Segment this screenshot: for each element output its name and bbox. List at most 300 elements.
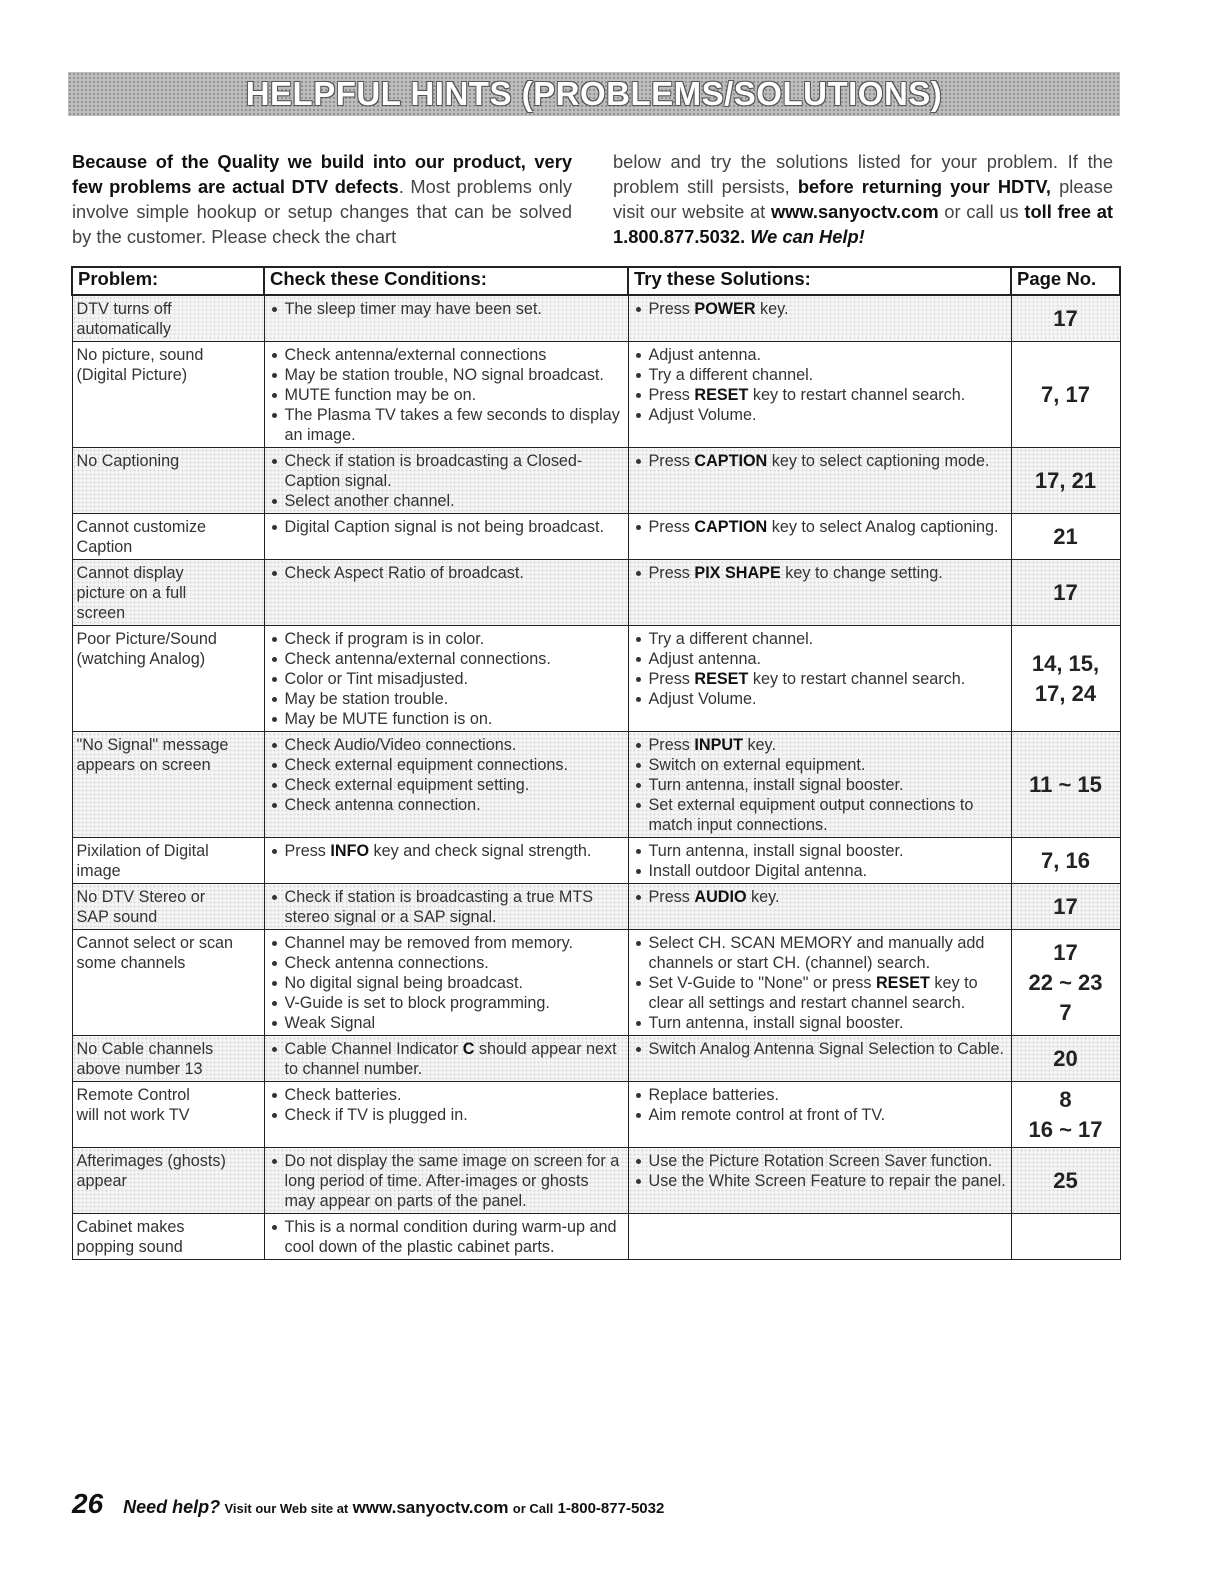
table-row	[72, 295, 1120, 342]
solution-item-text: Aim remote control at front of TV.	[648, 1106, 886, 1124]
solution-item-list	[633, 563, 1007, 583]
condition-item	[269, 563, 624, 583]
solutions-cell	[628, 1036, 1011, 1082]
condition-item-text: The sleep timer may have been set.	[284, 300, 542, 318]
condition-item-list	[269, 629, 624, 729]
solution-item	[633, 1105, 1007, 1125]
condition-item-text: Color or Tint misadjusted.	[284, 670, 469, 688]
problem-cell	[72, 626, 264, 732]
conditions-cell	[264, 560, 628, 626]
solution-item	[633, 1039, 1007, 1059]
conditions-cell	[264, 732, 628, 838]
condition-item	[269, 709, 624, 729]
condition-item-text: MUTE function may be on.	[284, 386, 477, 404]
solution-item	[633, 689, 1007, 709]
condition-item	[269, 405, 624, 445]
solution-item	[633, 775, 1007, 795]
solution-item-text: Press	[648, 670, 695, 688]
intro-text-segment: below and try the solutions listed for your problem. If the problem still persists,	[613, 151, 1113, 197]
condition-item-text: key and check signal strength.	[369, 842, 592, 860]
solution-item	[633, 669, 1007, 689]
condition-item-list	[269, 517, 624, 537]
problem-cell	[72, 732, 264, 838]
table-row	[72, 448, 1120, 514]
solution-item	[633, 563, 1007, 583]
solution-item	[633, 973, 1007, 1013]
condition-item-text: May be station trouble, NO signal broadcast.	[284, 366, 604, 384]
table-row	[72, 732, 1120, 838]
solution-item-text: Set external equipment output connections to match input connections.	[648, 796, 974, 834]
solutions-cell	[628, 1214, 1011, 1260]
page-no-cell	[1011, 838, 1120, 884]
condition-item-text: Select another channel.	[284, 492, 455, 510]
condition-item-text: Channel may be removed from memory.	[284, 934, 573, 952]
problem-text: DTV turns off	[76, 300, 172, 318]
solutions-cell	[628, 838, 1011, 884]
page-reference: 17, 24	[1034, 681, 1097, 706]
or-call-text: or Call	[512, 1501, 554, 1516]
problem-text: No picture, sound	[76, 346, 204, 364]
solution-item-text: Press	[648, 736, 695, 754]
solution-item-text: key.	[755, 300, 789, 318]
condition-item-text: Check antenna connection.	[284, 796, 481, 814]
page-reference: 21	[1053, 524, 1078, 549]
problem-cell	[72, 1082, 264, 1148]
solution-item-text: POWER	[694, 300, 756, 318]
problem-text: No DTV Stereo or	[76, 888, 206, 906]
solution-item-list	[633, 735, 1007, 835]
condition-item-list	[269, 933, 624, 1033]
page-no-cell	[1011, 884, 1120, 930]
problem-text: will not work TV	[76, 1106, 190, 1124]
solutions-cell	[628, 626, 1011, 732]
solution-item-text: Press	[648, 452, 695, 470]
solution-item	[633, 649, 1007, 669]
solution-item	[633, 1013, 1007, 1033]
solution-item-text: key to restart channel search.	[748, 670, 966, 688]
condition-item	[269, 629, 624, 649]
conditions-cell	[264, 342, 628, 448]
website-link[interactable]: www.sanyoctv.com	[352, 1498, 509, 1517]
condition-item-text: Check antenna/external connections	[284, 346, 547, 364]
header-page-no: Page No.	[1011, 267, 1120, 295]
solution-item-text: Press	[648, 888, 695, 906]
solution-item-text: Switch Analog Antenna Signal Selection to Cable.	[648, 1040, 1004, 1058]
intro-text-segment: before returning your HDTV,	[797, 176, 1052, 197]
solution-item-text: key to select captioning mode.	[767, 452, 990, 470]
table-row	[72, 514, 1120, 560]
page-no-cell	[1011, 342, 1120, 448]
solution-item-list	[633, 841, 1007, 881]
solution-item	[633, 517, 1007, 537]
page-no-cell	[1011, 1148, 1120, 1214]
problem-text: (Digital Picture)	[76, 366, 188, 384]
solution-item-text: Install outdoor Digital antenna.	[648, 862, 868, 880]
condition-item	[269, 689, 624, 709]
solution-item-list	[633, 1039, 1007, 1059]
solution-item-list	[633, 629, 1007, 709]
condition-item	[269, 365, 624, 385]
page-no-cell	[1011, 732, 1120, 838]
problem-cell	[72, 295, 264, 342]
solution-item-text: Press	[648, 564, 695, 582]
page-no-cell	[1011, 295, 1120, 342]
conditions-cell	[264, 838, 628, 884]
header-conditions: Check these Conditions:	[264, 267, 628, 295]
condition-item	[269, 1013, 624, 1033]
page-reference: 7	[1059, 1000, 1072, 1025]
conditions-cell	[264, 930, 628, 1036]
condition-item	[269, 385, 624, 405]
condition-item-text: Press	[284, 842, 331, 860]
title-banner	[68, 72, 1120, 116]
problem-cell	[72, 1214, 264, 1260]
conditions-cell	[264, 448, 628, 514]
condition-item-text: Check Aspect Ratio of broadcast.	[284, 564, 524, 582]
solution-item	[633, 451, 1007, 471]
table-row	[72, 560, 1120, 626]
condition-item-text: The Plasma TV takes a few seconds to display an image.	[284, 406, 620, 444]
solution-item-text: Use the White Screen Feature to repair the panel.	[648, 1172, 1006, 1190]
page-reference: 11 ~ 15	[1029, 772, 1102, 797]
page-reference: 17	[1053, 940, 1078, 965]
page-no-cell	[1011, 514, 1120, 560]
solution-item-text: key.	[746, 888, 780, 906]
condition-item-text: Weak Signal	[284, 1014, 376, 1032]
condition-item-text: V-Guide is set to block programming.	[284, 994, 550, 1012]
problem-text: above number 13	[76, 1060, 203, 1078]
solution-item-text: Try a different channel.	[648, 630, 814, 648]
condition-item-list	[269, 1039, 624, 1079]
solution-item-text: Turn antenna, install signal booster.	[648, 842, 904, 860]
page-reference: 17	[1053, 580, 1078, 605]
solution-item-list	[633, 1151, 1007, 1191]
solution-item-list	[633, 1085, 1007, 1125]
intro-text-segment: We can Help!	[750, 226, 865, 247]
condition-item-list	[269, 299, 624, 319]
condition-item-list	[269, 1151, 624, 1211]
table-row	[72, 1214, 1120, 1260]
solution-item	[633, 1151, 1007, 1171]
solution-item-text: PIX SHAPE	[694, 564, 781, 582]
problem-text: popping sound	[76, 1238, 183, 1256]
solution-item-text: Select CH. SCAN MEMORY and manually add channels or start CH. (channel) search.	[648, 934, 985, 972]
conditions-cell	[264, 1214, 628, 1260]
solution-item-list	[633, 451, 1007, 471]
table-row	[72, 884, 1120, 930]
intro-text-segment: . Most problems only involve simple hookup or setup changes that can be solved by the customer. Please check the chart	[72, 176, 572, 247]
solution-item	[633, 933, 1007, 973]
solutions-cell	[628, 1082, 1011, 1148]
condition-item	[269, 1217, 624, 1257]
condition-item-list	[269, 735, 624, 815]
header-problem: Problem:	[72, 267, 264, 295]
table-row	[72, 1036, 1120, 1082]
solution-item-text: Adjust antenna.	[648, 346, 761, 364]
page-title: HELPFUL HINTS (PROBLEMS/SOLUTIONS)	[245, 75, 943, 112]
page-no-cell	[1011, 1214, 1120, 1260]
condition-item	[269, 669, 624, 689]
problem-text: No Cable channels	[76, 1040, 214, 1058]
problem-text: Cabinet makes	[76, 1218, 185, 1236]
problem-text: SAP sound	[76, 908, 158, 926]
problem-text: Poor Picture/Sound	[76, 630, 217, 648]
solution-item	[633, 629, 1007, 649]
solution-item	[633, 755, 1007, 775]
intro-text-segment: www.sanyoctv.com	[770, 201, 939, 222]
page-no-cell	[1011, 448, 1120, 514]
condition-item-text: Cable Channel Indicator	[284, 1040, 463, 1058]
condition-item-text: This is a normal condition during warm-up and cool down of the plastic cabinet parts.	[284, 1218, 617, 1256]
solution-item	[633, 405, 1007, 425]
solution-item	[633, 1171, 1007, 1191]
condition-item	[269, 1151, 624, 1211]
need-help-label: Need help?	[123, 1497, 221, 1517]
problem-cell	[72, 560, 264, 626]
condition-item-text: No digital signal being broadcast.	[284, 974, 523, 992]
solution-item-text: Turn antenna, install signal booster.	[648, 1014, 904, 1032]
condition-item-list	[269, 1217, 624, 1257]
condition-item-list	[269, 841, 624, 861]
solution-item-text: INPUT	[694, 736, 743, 754]
conditions-cell	[264, 295, 628, 342]
condition-item	[269, 841, 624, 861]
solution-item-list	[633, 887, 1007, 907]
condition-item	[269, 345, 624, 365]
intro-text-segment: Because of the Quality we build into our product, very few problems are actual DTV defects	[72, 151, 572, 197]
condition-item-list	[269, 563, 624, 583]
solution-item-text: RESET	[875, 974, 930, 992]
page-no-cell	[1011, 560, 1120, 626]
page-no-cell	[1011, 930, 1120, 1036]
page-number: 26	[72, 1488, 104, 1519]
solution-item-text: Adjust Volume.	[648, 406, 757, 424]
page-no-cell	[1011, 1082, 1120, 1148]
solution-item-text: key to change setting.	[780, 564, 943, 582]
problem-cell	[72, 884, 264, 930]
page-reference: 7, 17	[1041, 382, 1090, 407]
problem-text: some channels	[76, 954, 186, 972]
header-solutions: Try these Solutions:	[628, 267, 1011, 295]
problem-text: Afterimages (ghosts)	[76, 1152, 226, 1170]
problem-text: (watching Analog)	[76, 650, 206, 668]
solutions-cell	[628, 342, 1011, 448]
condition-item	[269, 933, 624, 953]
solution-item-text: key to select Analog captioning.	[767, 518, 999, 536]
footer	[72, 1488, 664, 1520]
solution-item-text: key to clear all settings and restart channel search.	[648, 974, 978, 1012]
conditions-cell	[264, 514, 628, 560]
problem-text: screen	[76, 604, 126, 622]
table-row	[72, 626, 1120, 732]
condition-item	[269, 299, 624, 319]
page-reference: 17, 21	[1034, 468, 1097, 493]
table-row	[72, 1082, 1120, 1148]
condition-item-text: Check antenna connections.	[284, 954, 489, 972]
troubleshooting-table	[71, 266, 1121, 1260]
conditions-cell	[264, 626, 628, 732]
condition-item	[269, 1039, 624, 1079]
page-reference: 22 ~ 23	[1028, 970, 1103, 995]
solution-item-text: Set V-Guide to "None" or press	[648, 974, 876, 992]
condition-item-list	[269, 1085, 624, 1125]
condition-item	[269, 973, 624, 993]
condition-item-text: Check if station is broadcasting a true MTS stereo signal or a SAP signal.	[284, 888, 594, 926]
solution-item-text: Replace batteries.	[648, 1086, 779, 1104]
solution-item-list	[633, 299, 1007, 319]
page-no-cell	[1011, 626, 1120, 732]
condition-item-text: Check if station is broadcasting a Closed-Caption signal.	[284, 452, 583, 490]
page-reference: 16 ~ 17	[1028, 1117, 1103, 1142]
solutions-cell	[628, 732, 1011, 838]
table-row	[72, 342, 1120, 448]
solution-item	[633, 735, 1007, 755]
condition-item	[269, 1105, 624, 1125]
phone-number: 1-800-877-5032	[557, 1500, 665, 1517]
conditions-cell	[264, 1148, 628, 1214]
solution-item-text: key to restart channel search.	[748, 386, 966, 404]
conditions-cell	[264, 1036, 628, 1082]
page-reference: 25	[1053, 1168, 1078, 1193]
solution-item-list	[633, 933, 1007, 1033]
problem-text: Caption	[76, 538, 133, 556]
solution-item	[633, 299, 1007, 319]
solution-item-text: CAPTION	[694, 518, 768, 536]
solution-item-text: Use the Picture Rotation Screen Saver function.	[648, 1152, 993, 1170]
solution-item-text: Press	[648, 518, 695, 536]
solution-item	[633, 887, 1007, 907]
problem-text: appears on screen	[76, 756, 211, 774]
problem-text: Cannot display	[76, 564, 184, 582]
condition-item-text: Check Audio/Video connections.	[284, 736, 517, 754]
visit-text: Visit our Web site at	[224, 1501, 349, 1516]
condition-item	[269, 993, 624, 1013]
condition-item	[269, 451, 624, 491]
solution-item	[633, 841, 1007, 861]
solution-item	[633, 345, 1007, 365]
problem-text: Remote Control	[76, 1086, 190, 1104]
condition-item	[269, 517, 624, 537]
condition-item-text: Digital Caption signal is not being broadcast.	[284, 518, 604, 536]
condition-item	[269, 491, 624, 511]
solution-item-text: Switch on external equipment.	[648, 756, 866, 774]
solution-item-text: Press	[648, 386, 695, 404]
problem-cell	[72, 930, 264, 1036]
condition-item	[269, 953, 624, 973]
page-reference: 17	[1053, 306, 1078, 331]
condition-item-text: C	[462, 1040, 475, 1058]
solution-item	[633, 795, 1007, 835]
problem-text: Pixilation of Digital	[76, 842, 209, 860]
problem-text: Cannot customize	[76, 518, 207, 536]
page-no-cell	[1011, 1036, 1120, 1082]
solutions-cell	[628, 884, 1011, 930]
solution-item	[633, 365, 1007, 385]
solutions-cell	[628, 514, 1011, 560]
condition-item-text: Check if program is in color.	[284, 630, 485, 648]
solution-item-list	[633, 345, 1007, 425]
condition-item-text: Check if TV is plugged in.	[284, 1106, 468, 1124]
problem-cell	[72, 514, 264, 560]
condition-item	[269, 1085, 624, 1105]
condition-item-text: Do not display the same image on screen for a long period of time. After-images or ghosts may appear on parts of the panel.	[284, 1152, 620, 1210]
table-row	[72, 930, 1120, 1036]
problem-cell	[72, 448, 264, 514]
solution-item-text: RESET	[694, 670, 749, 688]
problem-text: Cannot select or scan	[76, 934, 234, 952]
condition-item-text: INFO	[330, 842, 370, 860]
condition-item	[269, 649, 624, 669]
solution-item	[633, 861, 1007, 881]
solution-item-text: AUDIO	[694, 888, 747, 906]
condition-item	[269, 735, 624, 755]
intro-right-column	[613, 149, 1113, 249]
solution-item-text: Adjust Volume.	[648, 690, 757, 708]
solution-item-text: RESET	[694, 386, 749, 404]
condition-item-text: Check external equipment setting.	[284, 776, 530, 794]
problem-text: No Captioning	[76, 452, 180, 470]
solution-item	[633, 1085, 1007, 1105]
condition-item-text: should appear next to channel number.	[284, 1040, 617, 1078]
intro-left-column	[72, 149, 572, 249]
page-reference: 20	[1053, 1046, 1078, 1071]
solutions-cell	[628, 1148, 1011, 1214]
solution-item-text: Adjust antenna.	[648, 650, 761, 668]
solution-item	[633, 385, 1007, 405]
problem-cell	[72, 838, 264, 884]
solution-item-text: CAPTION	[694, 452, 768, 470]
intro-text-segment: toll free at 1.800.877.5032.	[613, 201, 1114, 247]
page-reference: 8	[1059, 1087, 1072, 1112]
solutions-cell	[628, 930, 1011, 1036]
table-row	[72, 1148, 1120, 1214]
problem-text: automatically	[76, 320, 171, 338]
condition-item	[269, 775, 624, 795]
conditions-cell	[264, 884, 628, 930]
problem-text: image	[76, 862, 121, 880]
solutions-cell	[628, 295, 1011, 342]
solution-item-text: Press	[648, 300, 695, 318]
condition-item-list	[269, 451, 624, 511]
solutions-cell	[628, 560, 1011, 626]
table-row	[72, 838, 1120, 884]
problem-text: "No Signal" message	[76, 736, 229, 754]
solution-item-text: key.	[742, 736, 776, 754]
solution-item-text: Try a different channel.	[648, 366, 814, 384]
condition-item	[269, 795, 624, 815]
table-header-row	[72, 267, 1120, 295]
problem-cell	[72, 1036, 264, 1082]
solutions-cell	[628, 448, 1011, 514]
condition-item-list	[269, 887, 624, 927]
intro-text-segment: or call us	[938, 201, 1025, 222]
problem-cell	[72, 342, 264, 448]
problem-text: appear	[76, 1172, 127, 1190]
problem-cell	[72, 1148, 264, 1214]
condition-item-text: May be station trouble.	[284, 690, 449, 708]
problem-text: picture on a full	[76, 584, 187, 602]
solution-item-text: Turn antenna, install signal booster.	[648, 776, 904, 794]
page-reference: 17	[1053, 894, 1078, 919]
condition-item-text: Check batteries.	[284, 1086, 402, 1104]
page-reference: 7, 16	[1041, 848, 1090, 873]
conditions-cell	[264, 1082, 628, 1148]
condition-item-text: Check external equipment connections.	[284, 756, 568, 774]
intro-text-segment: please visit our website at	[613, 176, 1113, 222]
condition-item-text: May be MUTE function is on.	[284, 710, 493, 728]
condition-item-list	[269, 345, 624, 445]
help-line	[123, 1497, 664, 1518]
